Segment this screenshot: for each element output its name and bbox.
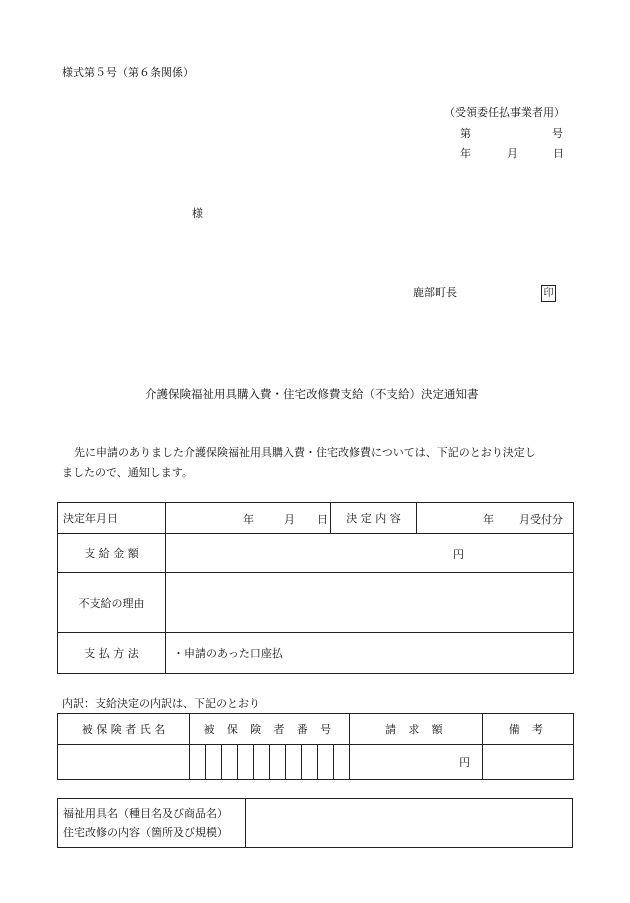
breakdown-caption: 内訳：支給決定の内訳は、下記のとおり — [62, 697, 260, 710]
issuer-name: 鹿部町長 — [413, 286, 457, 299]
number-prefix: 第 — [460, 127, 471, 140]
body-line-2: ましたので、通知します。 — [62, 466, 193, 479]
receipt-year: 年 — [483, 513, 494, 526]
insured-number-digit — [254, 745, 270, 780]
insured-number-digit — [334, 745, 350, 780]
receipt-period-value — [417, 503, 574, 534]
insured-number-digit — [222, 745, 238, 780]
form-number: 様式第５号（第６条関係） — [62, 66, 194, 79]
equipment-table — [57, 798, 573, 848]
decision-content-label: 決 定 内 容 — [331, 503, 417, 534]
decision-day: 日 — [317, 513, 328, 526]
issue-date-month: 月 — [507, 147, 518, 160]
insured-number-digit — [238, 745, 254, 780]
number-suffix: 号 — [552, 127, 563, 140]
non-payment-reason-value — [166, 573, 574, 633]
insured-number-digit — [190, 745, 206, 780]
document-title: 介護保険福祉用具購入費・住宅改修費支給（不支給）決定通知書 — [145, 387, 479, 401]
col-remarks: 備 考 — [483, 714, 574, 745]
insured-number-digit — [302, 745, 318, 780]
receipt-month-suffix: 月受付分 — [519, 513, 563, 526]
decision-date-value — [166, 503, 331, 534]
insured-number-digit — [286, 745, 302, 780]
insured-number-digit — [270, 745, 286, 780]
insured-name-cell — [58, 745, 190, 780]
col-insured-name: 被 保 険 者 氏 名 — [58, 714, 190, 745]
decision-month: 月 — [284, 513, 295, 526]
insured-number-digit — [206, 745, 222, 780]
payment-method-value: ・申請のあった口座払 — [166, 633, 574, 674]
equipment-label-line-1: 福祉用具名（種目名及び商品名） — [63, 807, 228, 820]
body-line-1: 先に申請のありました介護保険福祉用具購入費・住宅改修費については、下記のとおり決定し — [74, 446, 536, 459]
payment-method-label: 支 払 方 法 — [58, 633, 166, 674]
payment-amount-label: 支 給 金 額 — [58, 534, 166, 573]
col-claim-amount: 請 求 額 — [350, 714, 483, 745]
col-insured-number: 被 保 険 者 番 号 — [190, 714, 350, 745]
payment-amount-value — [166, 534, 574, 573]
breakdown-table — [57, 713, 574, 780]
recipient-type: （受領委任払事業者用） — [444, 106, 565, 119]
remarks-cell — [483, 745, 574, 780]
non-payment-reason-label: 不支給の理由 — [58, 573, 166, 633]
equipment-value — [246, 799, 573, 848]
decision-table — [57, 502, 574, 674]
issue-date-day: 日 — [553, 147, 564, 160]
equipment-label — [58, 799, 246, 848]
decision-date-label: 決定年月日 — [58, 503, 166, 534]
issue-date-year: 年 — [460, 147, 471, 160]
equipment-label-line-2: 住宅改修の内容（箇所及び規模） — [63, 826, 228, 839]
payment-amount-yen: 円 — [453, 548, 464, 561]
seal-mark: 印 — [541, 285, 556, 302]
claim-amount-cell: 円 — [350, 745, 483, 780]
addressee-honorific: 様 — [192, 207, 203, 220]
insured-number-digit — [318, 745, 334, 780]
decision-year: 年 — [243, 513, 254, 526]
